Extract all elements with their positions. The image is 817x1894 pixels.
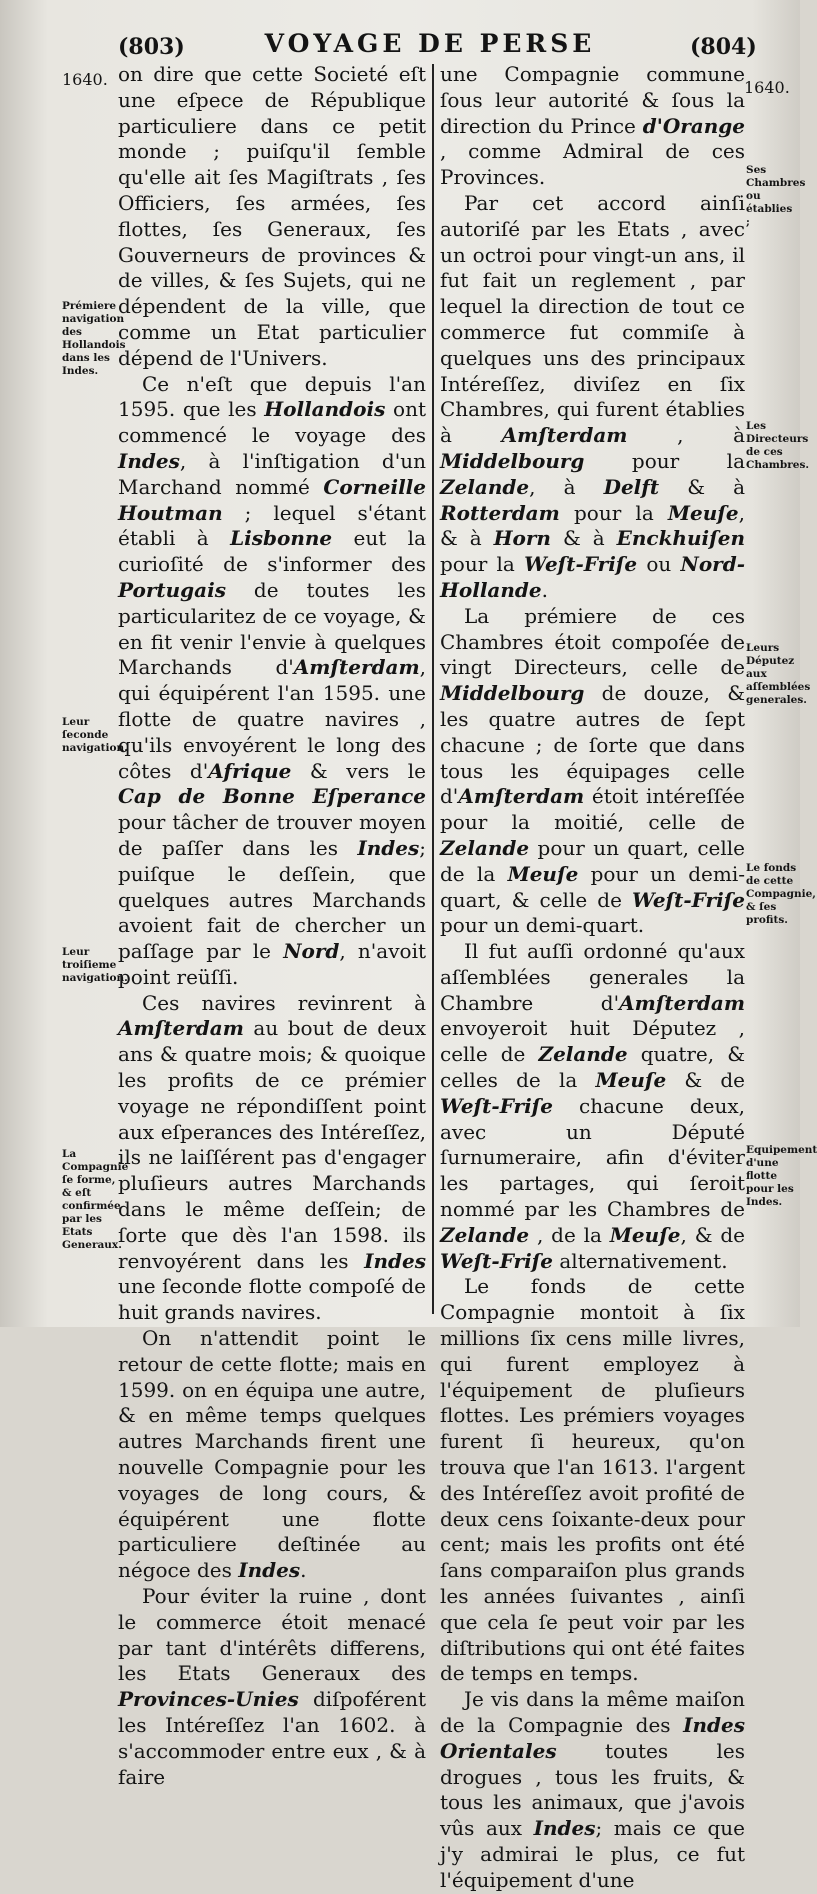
margin-note-left: Leur troiſieme navigation.	[62, 946, 128, 984]
margin-note-left: Leur ſeconde navigation.	[62, 716, 128, 754]
body-paragraph: une Compagnie commune ſous leur autorité & ſous la direction du Prince d'Orange , comme Admiral de ces Provinces.	[440, 62, 745, 190]
body-paragraph: Ces navires revinrent à Amſterdam au bout de deux ans & quatre mois; & quoique les profits de ce prémier voyage ne répondiſſent point aux eſperances des Intéreſſez, ils ne laiſſérent pas d'engager pluſieurs autres Marchands dans le même deſſein; de ſorte que dès l'an 1598. ils renvoyérent dans les Indes une ſeconde flotte compoſé de huit grands navires.	[118, 990, 426, 1325]
body-paragraph: Par cet accord ainſi autoriſé par les Etats , avec un octroi pour vingt-un ans, il fut fait un reglement , par lequel la direction de tout ce commerce fut commiſe à quelques uns des principaux Intéreſſez, diviſez en ſix Chambres, qui furent établies à Amſterdam , à Middelbourg pour la Zelande, à Delft & à Rotterdam pour la Meuſe, & à Horn & à Enckhuiſen pour la Weſt-Friſe ou Nord-Hollande.	[440, 190, 746, 602]
margin-note-right: Les Directeurs de ces Chambres.	[746, 420, 810, 471]
body-paragraph: Pour éviter la ruine , dont le commerce étoit menacé par tant d'intérêts differens, les Etats Generaux des Provinces-Unies diſpoférent les Intéreſſez l'an 1602. à s'accommoder entre eux , & à faire	[118, 1584, 426, 1789]
running-title: VOYAGE DE PERSE	[264, 29, 596, 58]
margin-note-left: Prémiere navigation des Hollandois dans les Indes.	[62, 300, 126, 377]
margin-note-left: La Compagnie ſe forme, & eſt confirmée par les Etats Generaux.	[62, 1148, 129, 1251]
margin-note-right: Le fonds de cette Compagnie, & ſes profits.	[746, 862, 816, 926]
body-paragraph: Je vis dans la même maiſon de la Compagnie des Indes Orientales toutes les drogues , tous les fruits, & tous les animaux, que j'avois vûs aux Indes; mais ce que j'y admirai le plus, ce fut l'équipement d'une	[440, 1687, 745, 1892]
margin-note-right: Leurs Députez aux aſſemblées generales.	[746, 642, 811, 706]
body-paragraph: La prémiere de ces Chambres étoit compoſée de vingt Directeurs, celle de Middelbourg de douze, & les quatre autres de ſept chacune ; de ſorte que dans tous les équipages celle d'Amſterdam étoit intéreſſée pour la moitié, celle de Zelande pour un quart, celle de la Meuſe pour un demi-quart, & celle de Weſt-Friſe pour un demi-quart.	[440, 603, 745, 938]
body-paragraph: Le fonds de cette Compagnie montoit à ſix millions ſix cens mille livres, qui furent employez à l'équipement de pluſieurs flottes. Les prémiers voyages furent ſi heureux, qu'on trouva que l'an 1613. l'argent des Intéreſſez avoit profité de deux cens ſoixante-deux pour cent; mais les profits ont été ſans comparaiſon plus grands les années ſuivantes , ainſi que cela ſe peut voir par les diſtributions qui ont été faites de temps en temps.	[440, 1274, 745, 1686]
year-right: 1640.	[744, 78, 790, 97]
body-paragraph: on dire que cette Societé eſt une eſpece de République particuliere dans ce petit monde ; puiſqu'il ſemble qu'elle ait ſes Magiſtrats , ſes Officiers, ſes armées, ſes flottes, ſes Generaux, ſes Gouverneurs de provinces & de villes, & ſes Sujets, qui ne dépendent de la ville, que comme un Etat particulier dépend de l'Univers.	[118, 62, 426, 370]
body-paragraph: Ce n'eſt que depuis l'an 1595. que les Hollandois ont commencé le voyage des Indes, à l'inſtigation d'un Marchand nommé Corneille Houtman ; lequel s'étant établi à Lisbonne eut la curioſité de s'informer des Portugais de toutes les particularitez de ce voyage, & en fit venir l'envie à quelques Marchands d'Amſterdam, qui équipérent l'an 1595. une flotte de quatre navires , qu'ils envoyérent le long des côtes d'Afrique & vers le Cap de Bonne Eſperance pour tâcher de trouver moyen de paſſer dans les Indes; puiſque le deſſein, que quelques autres Marchands avoient fait de chercher un paſſage par le Nord, n'avoit point reüſſi.	[118, 371, 427, 989]
body-paragraph: Il fut auſſi ordonné qu'aux aſſemblées generales la Chambre d'Amſterdam envoyeroit huit Députez , celle de Zelande quatre, & celles de la Meuſe & de Weſt-Friſe chacune deux, avec un Député ſurnumeraire, afin d'éviter les partages, qui ſeroit nommé par les Chambres de Zelande , de la Meuſe, & de Weſt-Friſe alternativement.	[440, 939, 745, 1273]
margin-note-right: Equipement d'une flotte pour les Indes.	[746, 1144, 817, 1208]
right-column	[440, 62, 745, 1894]
page-header	[0, 26, 800, 66]
year-left: 1640.	[62, 70, 108, 89]
page-number-right: (804)	[690, 34, 757, 60]
left-column	[118, 62, 426, 1790]
page-number-left: (803)	[118, 34, 185, 60]
column-divider	[432, 64, 434, 1314]
margin-note-right: Ses Chambres ou établies ;	[746, 164, 806, 228]
body-paragraph: On n'attendit point le retour de cette flotte; mais en 1599. on en équipa une autre, & en même temps quelques autres Marchands firent une nouvelle Compagnie pour les voyages de long cours, & équipérent une flotte particuliere deſtinée au négoce des Indes.	[118, 1326, 426, 1583]
